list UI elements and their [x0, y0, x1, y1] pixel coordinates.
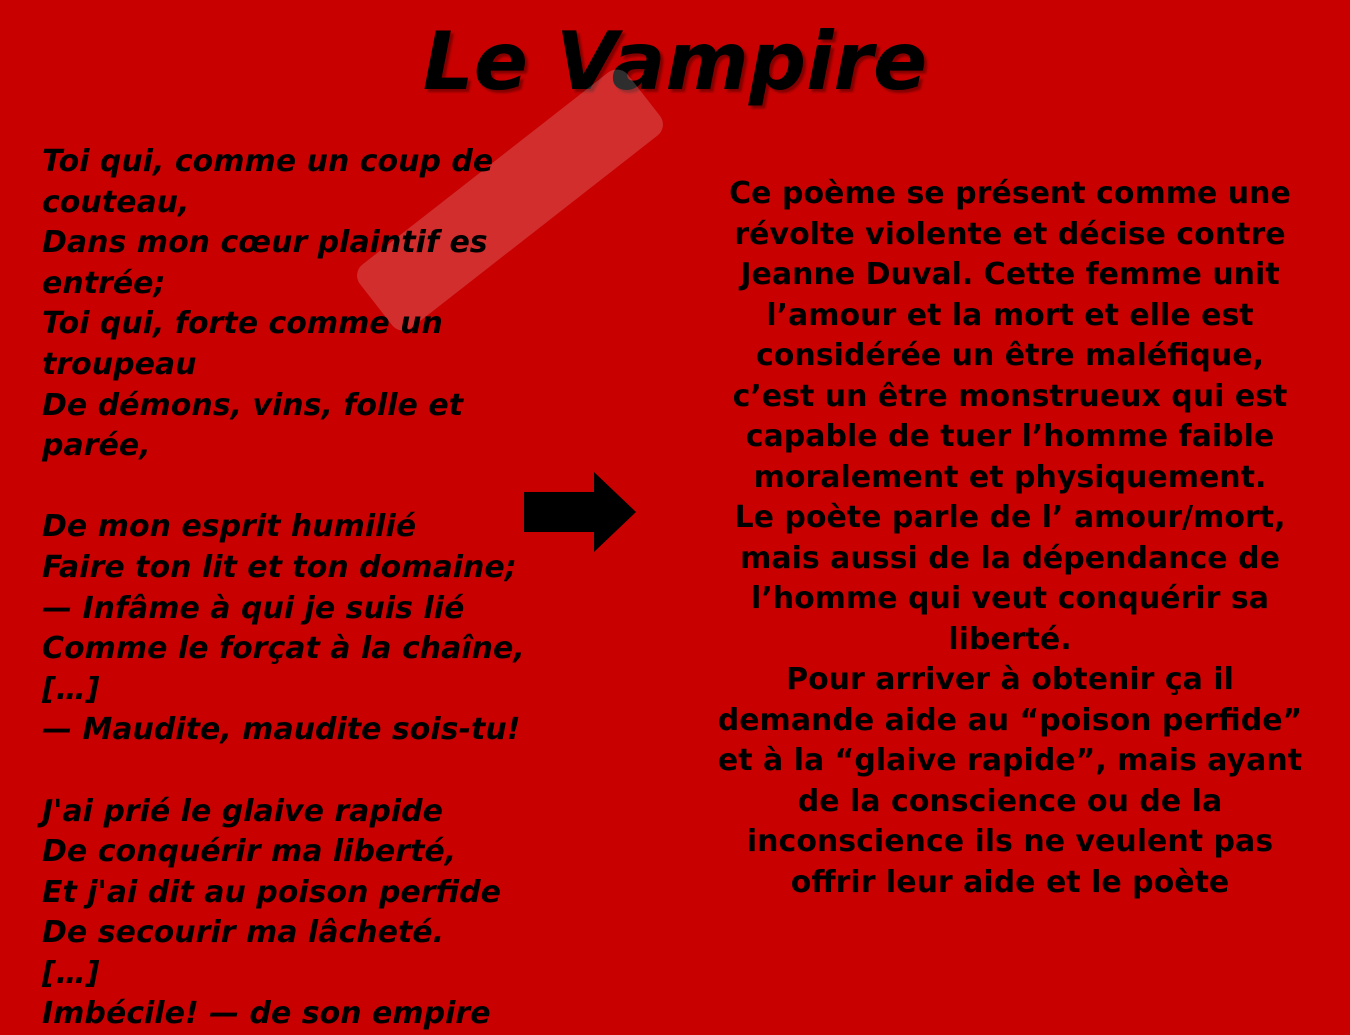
poem-line: De secourir ma lâcheté. — [42, 915, 445, 951]
poem-line: Toi qui, forte comme un — [42, 306, 443, 342]
poem-line: — Maudite, maudite sois-tu! — [42, 712, 521, 748]
poem-line: De conquérir ma liberté, — [42, 834, 457, 870]
poem-line: troupeau — [42, 346, 197, 382]
poem-line — [42, 751, 602, 792]
commentary-paragraph: Le poète parle de l’ amour/mort, mais aussi de la dépendance de l’homme qui veut conquérir sa liberté. — [734, 500, 1286, 657]
poem-excerpt — [42, 142, 602, 1032]
poem-line: Dans mon cœur plaintif es — [42, 225, 488, 261]
poem-line: J'ai prié le glaive rapide — [42, 793, 443, 829]
commentary-paragraph: Ce poème se présent comme une révolte violente et décise contre Jeanne Duval. Cette femme unit l’amour et la mort et elle est considérée un être maléfique, — [729, 176, 1291, 373]
poem-line: Faire ton lit et ton domaine; — [42, 549, 517, 585]
poem-line: […] — [42, 671, 100, 707]
poem-line: parée, — [42, 428, 151, 464]
poem-line: De mon esprit humilié — [42, 509, 417, 545]
poem-line: […] — [42, 955, 100, 991]
poem-line: Imbécile! — de son empire — [42, 996, 491, 1032]
commentary-paragraph: c’est un être monstrueux qui est capable de tuer l’homme faible moralement et physiquement. — [732, 378, 1288, 495]
poem-line — [42, 467, 602, 508]
poem-line: — Infâme à qui je suis lié — [42, 590, 465, 626]
commentary-paragraph: Pour arriver à obtenir ça il demande aide au “poison perfide” et à la “glaive rapide”, mais ayant de la conscience ou de la inconscience ils ne veulent pas offrir leur aide et le poète — [717, 662, 1303, 900]
poem-line: Comme le forçat à la chaîne, — [42, 631, 525, 667]
poem-line: Toi qui, comme un coup de — [42, 144, 494, 179]
poem-line: De démons, vins, folle et — [42, 387, 464, 423]
poem-commentary — [712, 174, 1308, 1013]
right-arrow-icon — [524, 472, 636, 552]
poem-line: entrée; — [42, 265, 166, 301]
poem-line: couteau, — [42, 184, 190, 220]
slide-title: Le Vampire — [422, 15, 928, 108]
poem-line: Et j'ai dit au poison perfide — [42, 874, 501, 910]
